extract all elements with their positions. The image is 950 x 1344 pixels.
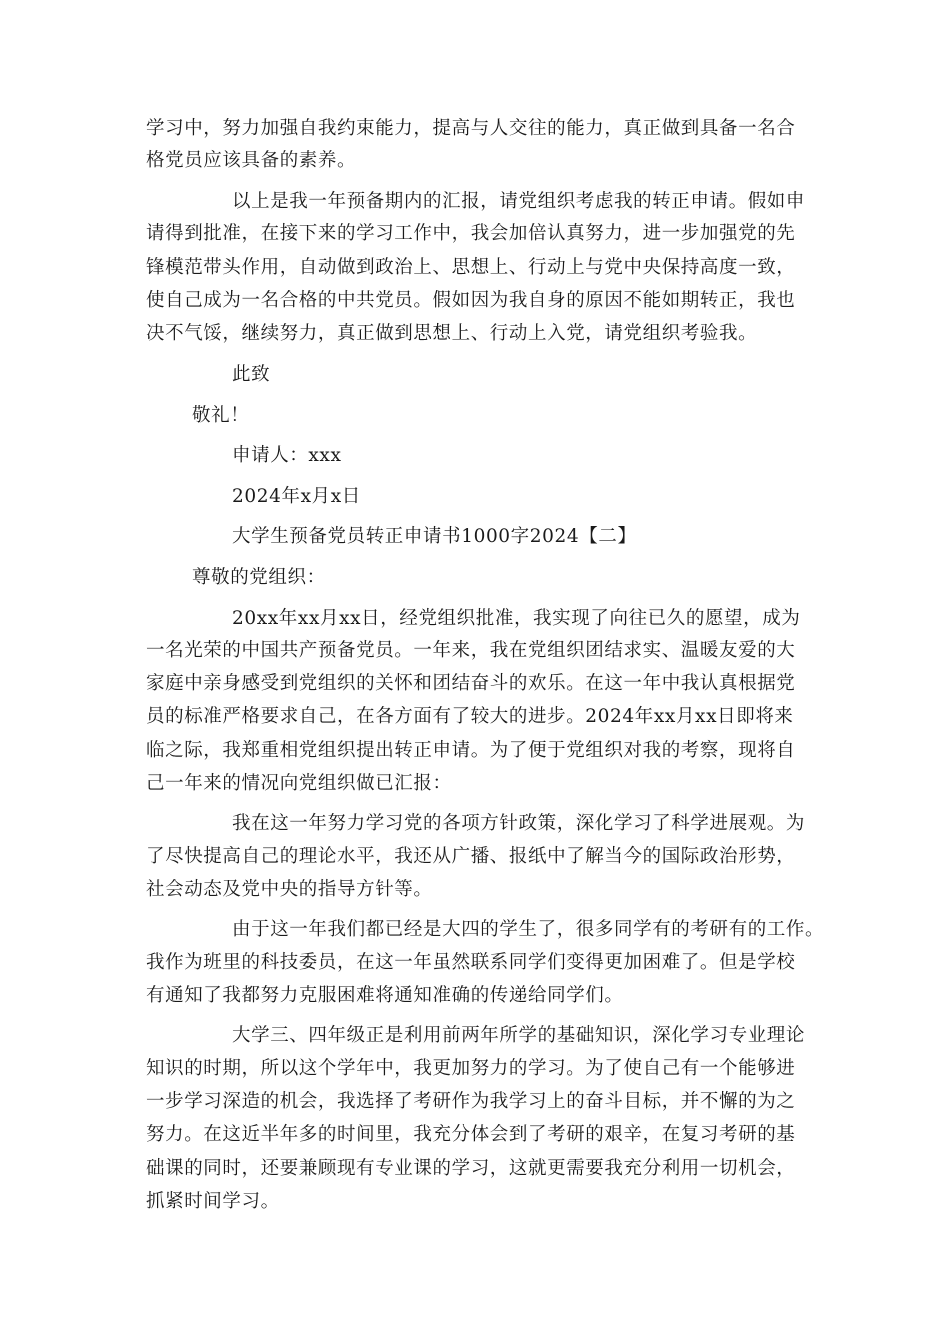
text-line: 由于这一年我们都已经是大四的学生了，很多同学有的考研有的工作。	[232, 919, 825, 940]
text-line: 请得到批准，在接下来的学习工作中，我会加倍认真努力，进一步加强党的先	[146, 223, 796, 244]
section-title: 大学生预备党员转正申请书1000字2024【二】	[232, 526, 637, 547]
greeting-line: 尊敬的党组织：	[192, 567, 326, 588]
text-line: 使自己成为一名合格的中共党员。假如因为我自身的原因不能如期转正，我也	[146, 290, 796, 311]
text-line: 努力。在这近半年多的时间里，我充分体会到了考研的艰辛，在复习考研的基	[146, 1124, 796, 1145]
text-line: 知识的时期，所以这个学年中，我更加努力的学习。为了使自己有一个能够进	[146, 1058, 796, 1079]
text-line: 我在这一年努力学习党的各项方针政策，深化学习了科学进展观。为	[232, 813, 806, 834]
salutation-text: 敬礼！	[192, 405, 250, 426]
text-line: 20xx年xx月xx日，经党组织批准，我实现了向往已久的愿望，成为	[232, 608, 801, 629]
text-line: 格党员应该具备的素养。	[146, 150, 357, 171]
text-line: 以上是我一年预备期内的汇报，请党组织考虑我的转正申请。假如申	[232, 191, 806, 212]
text-line: 员的标准严格要求自己，在各方面有了较大的进步。2024年xx月xx日即将来	[146, 706, 794, 727]
applicant-line: 申请人：xxx	[232, 445, 342, 466]
text-line: 一步学习深造的机会，我选择了考研作为我学习上的奋斗目标，并不懈的为之	[146, 1091, 796, 1112]
text-line: 一名光荣的中国共产预备党员。一年来，我在党组织团结求实、温暖友爱的大	[146, 640, 796, 661]
text-line: 社会动态及党中央的指导方针等。	[146, 879, 433, 900]
closing-text: 此致	[232, 364, 271, 385]
text-line: 大学三、四年级正是利用前两年所学的基础知识，深化学习专业理论	[232, 1025, 806, 1046]
text-line: 家庭中亲身感受到党组织的关怀和团结奋斗的欢乐。在这一年中我认真根据党	[146, 673, 796, 694]
text-line: 我作为班里的科技委员，在这一年虽然联系同学们变得更加困难了。但是学校	[146, 952, 796, 973]
text-line: 有通知了我都努力克服困难将通知准确的传递给同学们。	[146, 985, 624, 1006]
date-line: 2024年x月x日	[232, 486, 361, 507]
text-line: 锋模范带头作用，自动做到政治上、思想上、行动上与党中央保持高度一致，	[146, 257, 796, 278]
text-line: 决不气馁，继续努力，真正做到思想上、行动上入党，请党组织考验我。	[146, 323, 758, 344]
text-line: 临之际，我郑重相党组织提出转正申请。为了便于党组织对我的考察，现将自	[146, 740, 796, 761]
text-line: 抓紧时间学习。	[146, 1191, 280, 1212]
text-line: 己一年来的情况向党组织做已汇报：	[146, 773, 452, 794]
text-line: 础课的同时，还要兼顾现有专业课的学习，这就更需要我充分利用一切机会，	[146, 1158, 796, 1179]
text-line: 学习中，努力加强自我约束能力，提高与人交往的能力，真正做到具备一名合	[146, 118, 796, 139]
text-line: 了尽快提高自己的理论水平，我还从广播、报纸中了解当今的国际政治形势，	[146, 846, 796, 867]
